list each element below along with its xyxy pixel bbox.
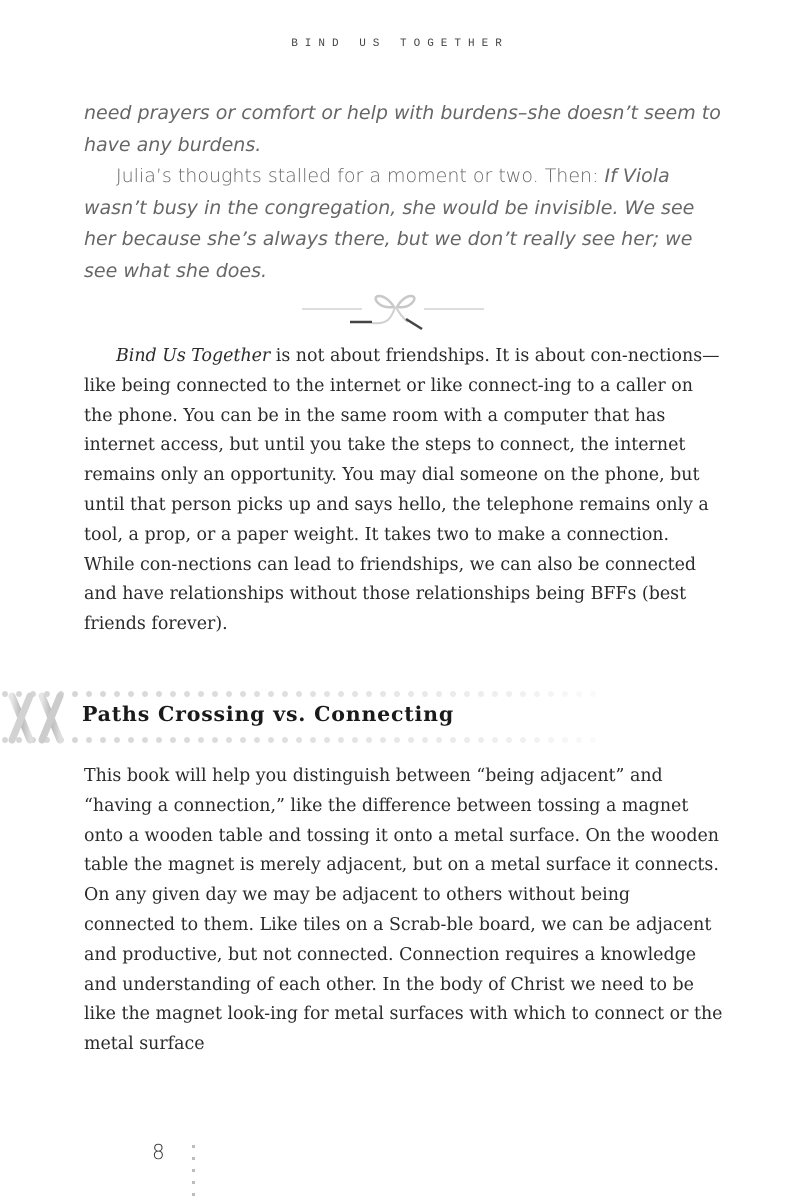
paragraph-1 (84, 342, 724, 640)
section-heading (0, 690, 800, 746)
section-title: Paths Crossing vs. Connecting (82, 702, 454, 726)
paragraph-2-text: This book will help you distinguish between “being adjacent” and “having a connection,” like the difference between tossing a magnet onto a wooden table and tossing it onto a metal surface. On the wooden table the magnet is merely adjacent, but on a metal surface it connects. On any given day we may be adjacent to others without being connected to them. Like tiles on a Scrab-ble board, we can be adjacent and productive, but not connected. Connection requires a knowledge and understanding of each other. In the body of Christ we need to be like the magnet look-ing for metal surfaces with which to connect or the metal surface (84, 766, 723, 1055)
excerpt-line: need prayers or comfort or help with burdens–she doesn’t seem to have any burdens. (84, 102, 721, 156)
bow-ribbon-divider-icon (300, 285, 500, 335)
page-dots-decoration (191, 1143, 197, 1199)
paragraph-2 (84, 762, 724, 1060)
excerpt-paragraph (84, 161, 724, 287)
running-head: BIND US TOGETHER (291, 38, 509, 50)
excerpt-roman-text: Julia’s thoughts stalled for a moment or two. Then: (116, 165, 605, 187)
paragraph-1-text: is not about friendships. It is about con-nections—like being connected to the internet or like connect-ing to a caller on the phone. You can be in the same room with a computer that has internet access, but until you take the steps to connect, the internet remains only an opportunity. You may dial someone on the phone, but until that person picks up and says hello, the telephone remains only a tool, a prop, or a paper weight. It takes two to make a connection. While con-nections can lead to friendships, we can also be connected and have relationships without those relationships being BFFs (best friends forever). (84, 346, 720, 635)
page-number: 8 (152, 1140, 165, 1164)
dotted-rule-top (0, 690, 620, 698)
book-title-italic: Bind Us Together (116, 346, 271, 366)
story-excerpt (84, 98, 724, 287)
dotted-rule-bottom (0, 736, 620, 744)
xx-stitch-icon (6, 692, 70, 744)
excerpt-italic-thought: If Viola wasn’t busy in the congregation, she would be invisible. We see her because she’s always there, but we don’t really see her; we see what she does. (84, 165, 695, 282)
